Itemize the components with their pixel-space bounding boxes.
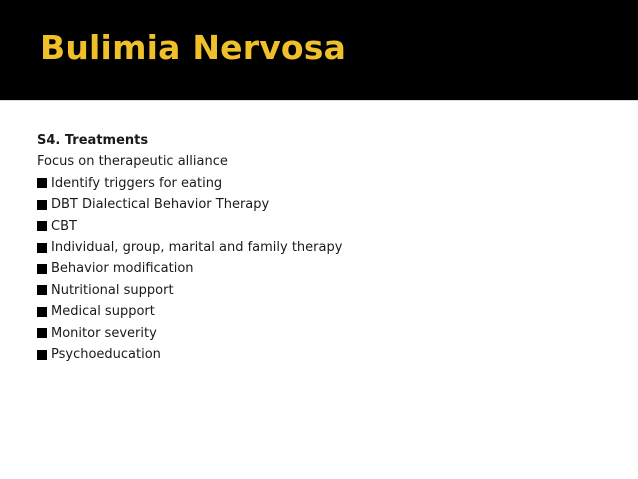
- square-bullet-icon: [37, 178, 47, 188]
- bullet-text: Psychoeducation: [51, 346, 161, 362]
- bullet-text: Monitor severity: [51, 325, 157, 341]
- title-bar: [0, 0, 638, 101]
- bullet-text: Individual, group, marital and family therapy: [51, 239, 343, 255]
- bullet-item: [37, 258, 597, 279]
- bullet-text: DBT Dialectical Behavior Therapy: [51, 197, 270, 213]
- square-bullet-icon: [37, 328, 47, 338]
- slide-content: [37, 130, 597, 365]
- bullet-item: [37, 194, 597, 215]
- bullet-text: Identify triggers for eating: [51, 175, 223, 191]
- bullet-item: [37, 301, 597, 322]
- bullet-item: [37, 323, 597, 344]
- bullet-item: [37, 216, 597, 237]
- intro-text: Focus on therapeutic alliance: [37, 154, 228, 170]
- square-bullet-icon: [37, 350, 47, 360]
- bullet-item: [37, 173, 597, 194]
- bullet-text: Nutritional support: [51, 282, 174, 298]
- bullet-item: [37, 280, 597, 301]
- square-bullet-icon: [37, 200, 47, 210]
- slide-title: Bulimia Nervosa: [40, 28, 347, 67]
- section-heading: S4. Treatments: [37, 133, 149, 148]
- bullet-text: Medical support: [51, 304, 155, 320]
- bullet-item: [37, 344, 597, 365]
- square-bullet-icon: [37, 221, 47, 231]
- square-bullet-icon: [37, 285, 47, 295]
- bullet-text: CBT: [51, 218, 77, 234]
- square-bullet-icon: [37, 264, 47, 274]
- square-bullet-icon: [37, 243, 47, 253]
- square-bullet-icon: [37, 307, 47, 317]
- bullet-text: Behavior modification: [51, 261, 194, 277]
- bullet-item: [37, 237, 597, 258]
